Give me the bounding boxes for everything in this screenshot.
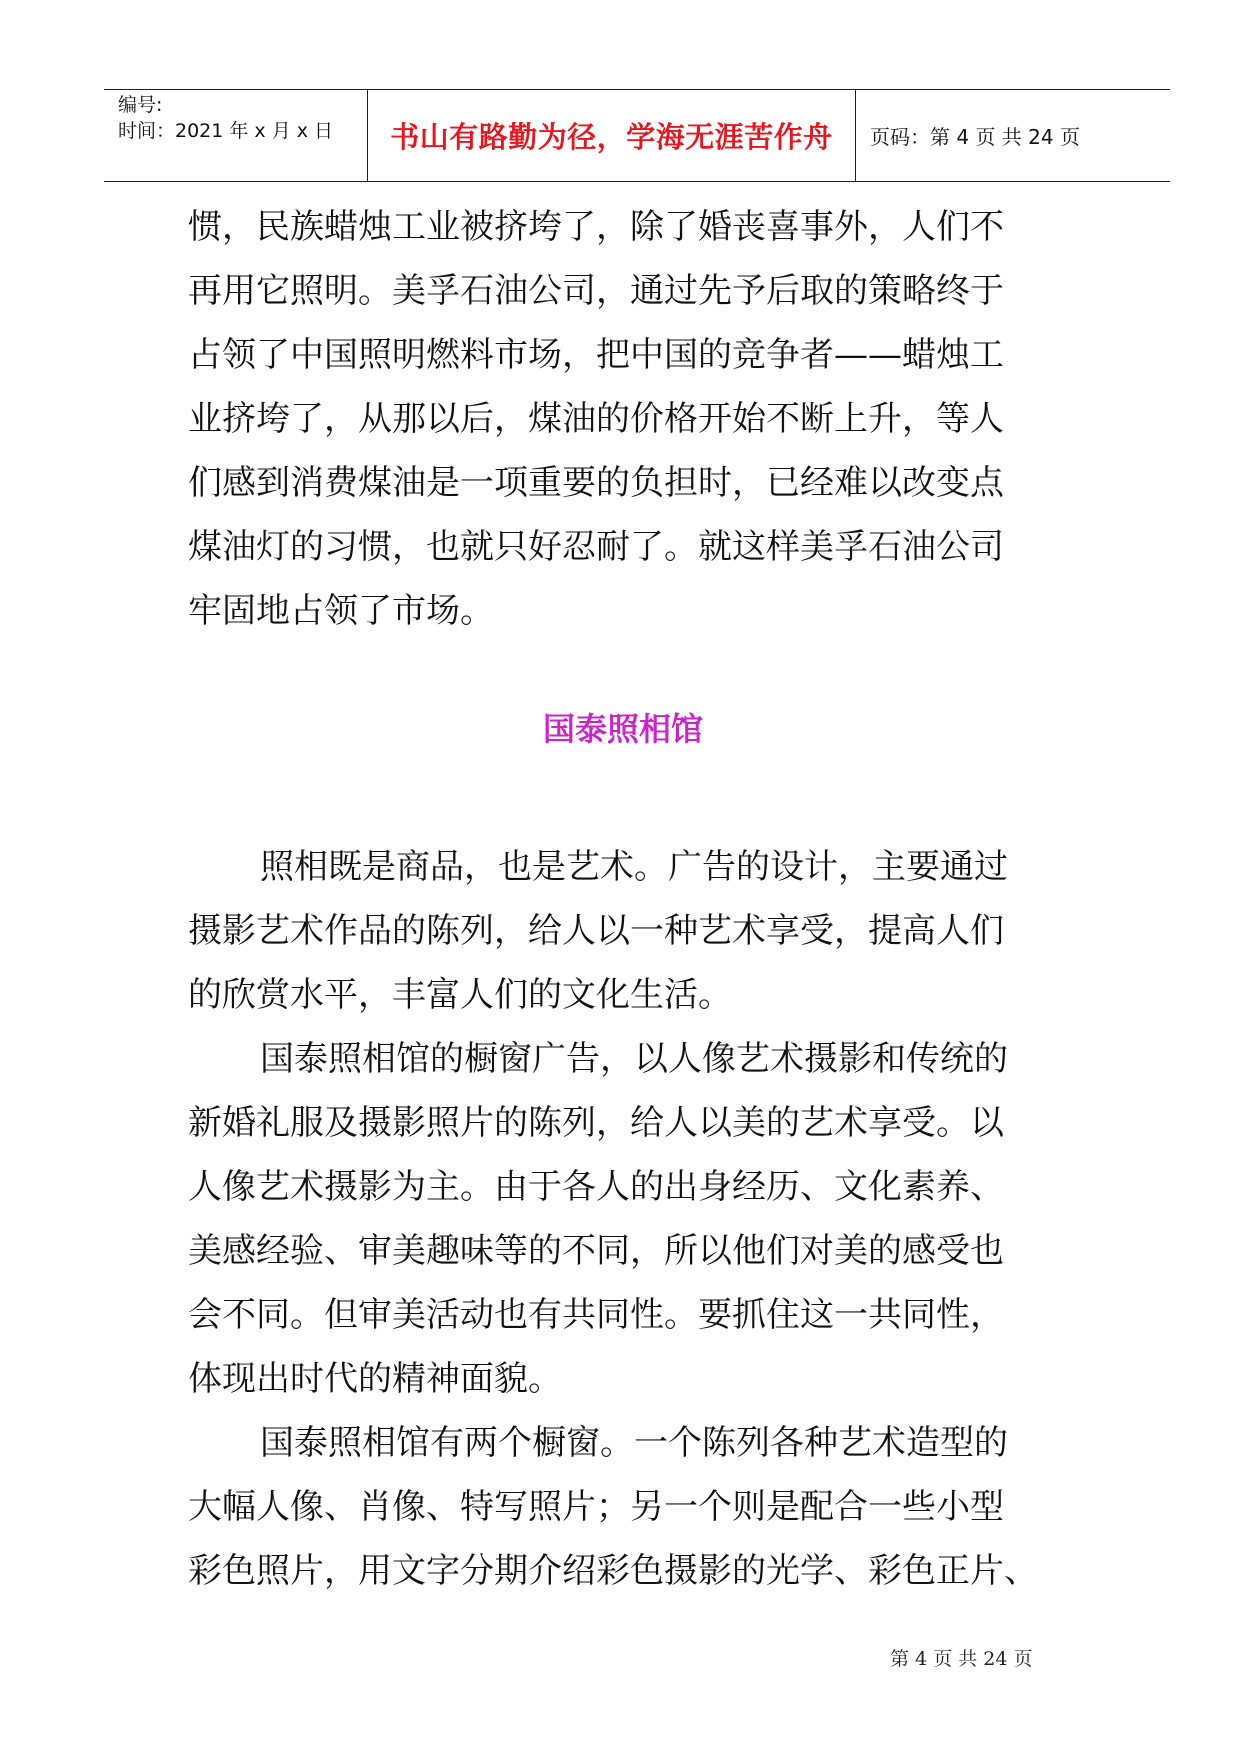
paragraph-line: 人像艺术摄影为主。由于各人的出身经历、文化素养、 [188, 1167, 1004, 1207]
header-meta [104, 90, 368, 181]
header-time-label: 时间：2021 年 x 月 x 日 [118, 120, 334, 142]
page-footer: 第 4 页 共 24 页 [890, 1648, 1033, 1670]
header-page-info: 页码：第 4 页 共 24 页 [870, 125, 1080, 149]
header-number-label: 编号: [118, 94, 163, 116]
paragraph-line: 彩色照片，用文字分期介绍彩色摄影的光学、彩色正片、 [188, 1551, 1038, 1591]
paragraph-line: 体现出时代的精神面貌。 [188, 1359, 562, 1399]
paragraph-line: 会不同。但审美活动也有共同性。要抓住这一共同性， [188, 1295, 1004, 1335]
paragraph-line: 惯，民族蜡烛工业被挤垮了，除了婚丧喜事外，人们不 [188, 207, 1004, 247]
continued-paragraph [188, 195, 1068, 643]
paragraph-2 [188, 1027, 1088, 1411]
paragraph-1 [188, 835, 1088, 1027]
paragraph-line: 摄影艺术作品的陈列，给人以一种艺术享受，提高人们 [188, 911, 1004, 951]
paragraph-line: 占领了中国照明燃料市场，把中国的竞争者——蜡烛工 [188, 335, 1004, 375]
paragraph-line: 牢固地占领了市场。 [188, 591, 494, 631]
paragraph-line: 的欣赏水平，丰富人们的文化生活。 [188, 975, 732, 1015]
paragraph-line: 照相既是商品，也是艺术。广告的设计，主要通过 [260, 847, 1008, 887]
section-body [188, 835, 1088, 1603]
paragraph-line: 业挤垮了，从那以后，煤油的价格开始不断上升，等人 [188, 399, 1004, 439]
paragraph-line: 美感经验、审美趣味等的不同，所以他们对美的感受也 [188, 1231, 1004, 1271]
paragraph-line: 煤油灯的习惯，也就只好忍耐了。就这样美孚石油公司 [188, 527, 1004, 567]
paragraph-3 [188, 1411, 1088, 1603]
paragraph-line: 们感到消费煤油是一项重要的负担时，已经难以改变点 [188, 463, 1004, 503]
paragraph-line: 再用它照明。美孚石油公司，通过先予后取的策略终于 [188, 271, 1004, 311]
page-header [104, 89, 1170, 182]
paragraph-line: 国泰照相馆有两个橱窗。一个陈列各种艺术造型的 [260, 1423, 1008, 1463]
section-title: 国泰照相馆 [542, 710, 703, 748]
paragraph-line: 新婚礼服及摄影照片的陈列，给人以美的艺术享受。以 [188, 1103, 1004, 1143]
paragraph-line: 国泰照相馆的橱窗广告，以人像艺术摄影和传统的 [260, 1039, 1008, 1079]
paragraph-line: 大幅人像、肖像、特写照片；另一个则是配合一些小型 [188, 1487, 1004, 1527]
header-motto: 书山有路勤为径，学海无涯苦作舟 [368, 90, 856, 181]
